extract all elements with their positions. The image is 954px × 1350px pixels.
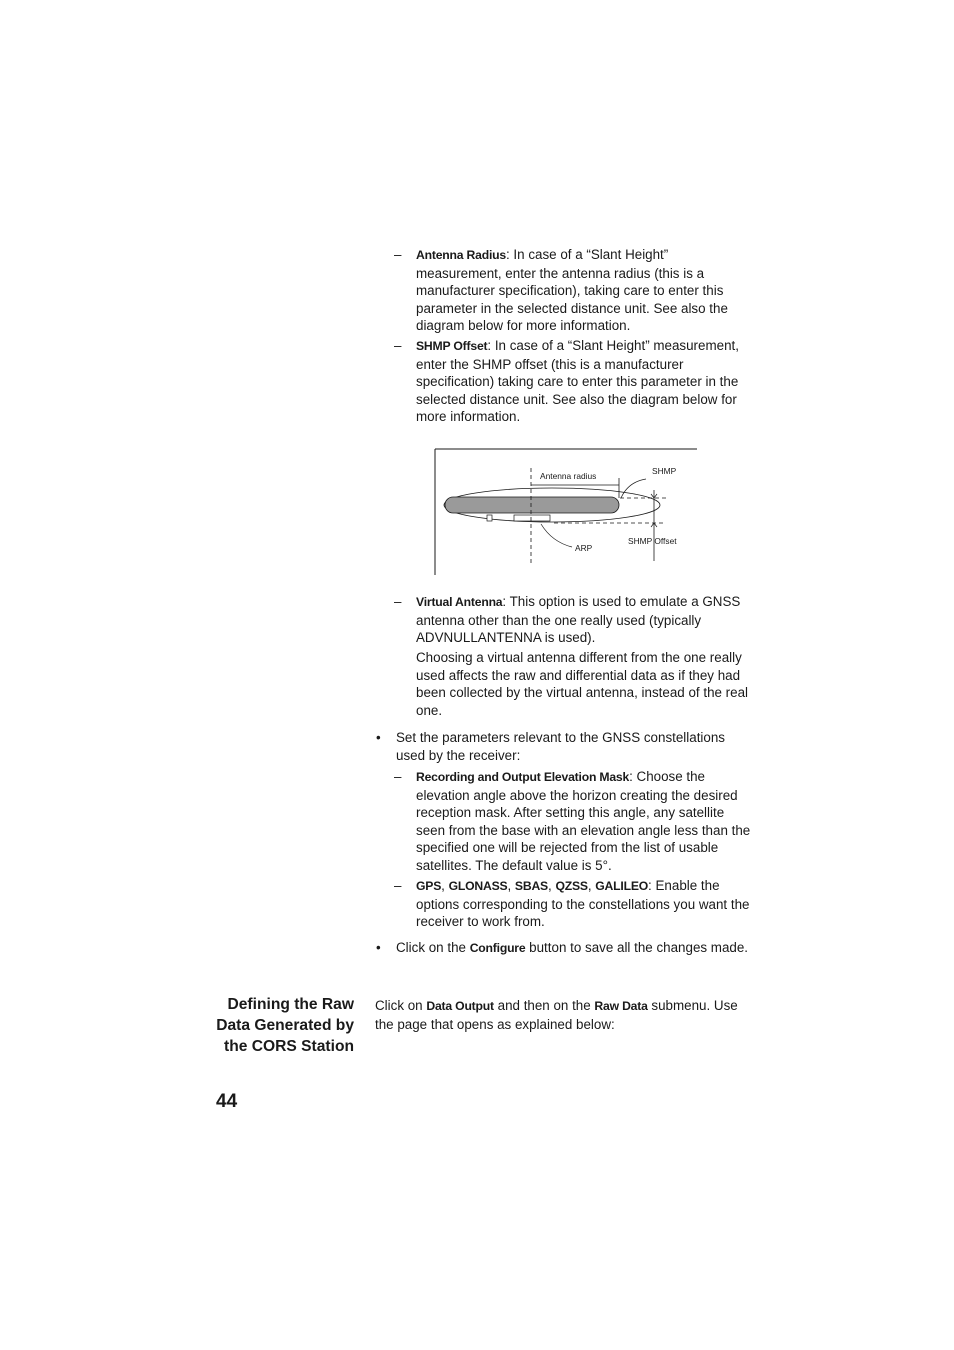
virtual-antenna-note: Choosing a virtual antenna different from the one really used affects the raw and differential data as if they had been collected by the virtual antenna, instead of the real one. (416, 650, 749, 718)
shmp-pointer (621, 479, 646, 498)
separator: , (441, 878, 449, 893)
antenna-radius-item (394, 246, 756, 335)
elevation-mask-text: : Choose the elevation angle above the horizon creating the desired reception mask. After setting this angle, any satellite seen from the base with an elevation angle less than the specified one will be rejected from the list of usable satellites. The default value is 5°. (416, 769, 751, 873)
data-output-term: Data Output (426, 999, 494, 1013)
elevation-mask-item (394, 768, 756, 875)
antenna-radius-label: Antenna radius (540, 471, 597, 481)
shmp-offset-term: SHMP Offset (416, 339, 488, 353)
glonass-term: GLONASS (448, 879, 508, 893)
dash-marker: – (394, 878, 402, 893)
separator: , (587, 878, 596, 893)
section-heading-line: Defining the Raw (227, 996, 354, 1013)
section-intro (375, 997, 755, 1033)
shmp-offset-item (394, 337, 756, 426)
arp-label: ARP (575, 543, 593, 553)
shmp-label: SHMP (652, 466, 677, 476)
qzss-term: QZSS (555, 879, 588, 893)
constellations-item (394, 877, 756, 931)
section-heading-line: Data Generated by (216, 1017, 354, 1034)
gps-term: GPS (416, 879, 442, 893)
shmp-offset-label: SHMP Offset (628, 536, 677, 546)
antenna-small-foot (487, 515, 492, 521)
dash-marker: – (394, 594, 402, 609)
antenna-connector (514, 515, 550, 521)
antenna-diagram (434, 448, 698, 576)
gnss-bullet-item (376, 729, 756, 764)
intro-after: submenu. Use the page that opens as explained below: (375, 998, 738, 1032)
page-number: 44 (216, 1091, 238, 1112)
bullet-marker: • (376, 730, 381, 745)
raw-data-term: Raw Data (594, 999, 648, 1013)
virtual-antenna-item (394, 593, 756, 647)
dash-marker: – (394, 247, 402, 262)
separator: , (547, 878, 556, 893)
elevation-mask-term: Recording and Output Elevation Mask (416, 770, 630, 784)
dash-marker: – (394, 769, 402, 784)
configure-term: Configure (469, 941, 526, 955)
configure-before: Click on the (396, 940, 470, 955)
galileo-term: GALILEO (595, 879, 649, 893)
intro-middle: and then on the (493, 998, 595, 1013)
antenna-radius-text: : In case of a “Slant Height” measurement, enter the antenna radius (this is a manufacturer specification), taking care to enter this parameter in the selected distance unit. See also the diagram below for more information. (416, 247, 728, 334)
arp-pointer (541, 524, 572, 547)
shmp-offset-text: : In case of a “Slant Height” measurement, enter the SHMP offset (this is a manufacturer specification) taking care to enter this parameter in the selected distance unit. See also the diagram below for more information. (416, 338, 739, 425)
constellations-text: : Enable the options corresponding to the constellations you want the receiver to work from. (416, 878, 750, 930)
section-heading-line: the CORS Station (224, 1038, 354, 1055)
separator: , (507, 878, 515, 893)
section-heading (200, 994, 354, 1057)
dash-marker: – (394, 338, 402, 353)
antenna-body (445, 497, 619, 513)
configure-bullet-item (376, 939, 756, 958)
intro-before: Click on (375, 998, 427, 1013)
virtual-antenna-term: Virtual Antenna (416, 595, 503, 609)
antenna-radius-term: Antenna Radius (416, 248, 506, 262)
virtual-antenna-text: : This option is used to emulate a GNSS antenna other than the one really used (typically ADVNULLANTENNA is used). (416, 594, 741, 646)
bullet-marker: • (376, 940, 381, 955)
gnss-bullet-text: Set the parameters relevant to the GNSS constellations used by the receiver: (396, 730, 725, 763)
sbas-term: SBAS (514, 879, 548, 893)
configure-after: button to save all the changes made. (525, 940, 749, 955)
